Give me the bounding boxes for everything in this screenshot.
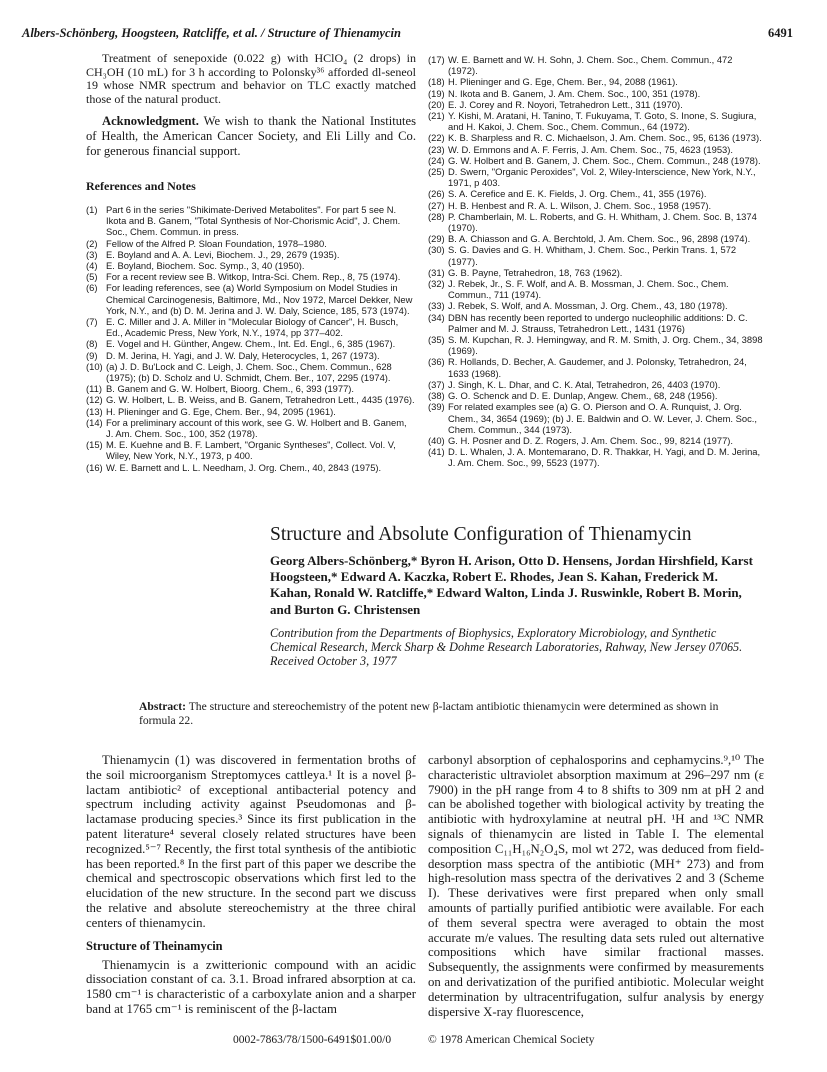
reference-number: (2)	[86, 237, 98, 249]
reference-number: (19)	[428, 87, 445, 99]
reference-text: S. A. Cerefice and E. K. Fields, J. Org. Chem., 41, 355 (1976).	[448, 188, 707, 200]
article-title: Structure and Absolute Configuration of Thienamycin	[270, 524, 692, 545]
reference-item	[428, 76, 764, 87]
reference-text: For a recent review see B. Witkop, Intra-Sci. Chem. Rep., 8, 75 (1974).	[106, 271, 401, 283]
reference-number: (29)	[428, 233, 445, 245]
reference-item	[86, 439, 416, 461]
reference-item	[86, 260, 416, 271]
reference-number: (22)	[428, 132, 445, 144]
reference-number: (5)	[86, 271, 98, 283]
reference-number: (33)	[428, 300, 445, 312]
reference-number: (31)	[428, 266, 445, 278]
reference-item	[428, 155, 764, 166]
reference-item	[428, 99, 764, 110]
reference-item	[86, 271, 416, 282]
reference-item	[86, 316, 416, 338]
body-paragraph-1: Thienamycin (1) was discovered in fermentation broths of the soil microorganism Streptomyces cattleya.¹ It is a novel β-lactam antibiotic² of exceptional antibacterial potency and spectrum including activity against Pseudomonas and β-lactamase producing species.³ Since its first publication in the patent literature⁴ several closely related structures have been recognized.⁵⁻⁷ Recently, the first total synthesis of the antibiotic has been reported.⁸ In the first part of this paper we describe the chemical and spectroscopic observations which first led to the elucidation of the new structure. In the second part we discuss the relative and absolute stereochemistry at the three chiral centers of thienamycin.	[86, 753, 416, 930]
references-list-right	[428, 54, 764, 469]
prev-article-right-column	[428, 54, 764, 469]
reference-item	[428, 300, 764, 311]
reference-text: B. A. Chiasson and G. A. Berchtold, J. Am. Chem. Soc., 96, 2898 (1974).	[448, 233, 751, 245]
reference-number: (37)	[428, 378, 445, 390]
reference-number: (17)	[428, 54, 445, 65]
reference-item	[428, 88, 764, 99]
reference-item	[428, 211, 764, 233]
reference-item	[428, 144, 764, 155]
reference-text: D. Swern, "Organic Peroxides", Vol. 2, Wiley-Interscience, New York, N.Y., 1971, p 403.	[448, 166, 756, 189]
reference-item	[86, 338, 416, 349]
reference-item	[86, 361, 416, 383]
reference-text: For related examples see (a) G. O. Pierson and O. A. Runquist, J. Org. Chem., 34, 3654 (1969); (b) J. E. Baldwin and O. W. Lever, J. Chem. Soc., Chem. Commun., 344 (1973).	[448, 401, 757, 435]
reference-text: S. G. Davies and G. H. Whitham, J. Chem. Soc., Perkin Trans. 1, 572 (1977).	[448, 244, 737, 267]
reference-number: (40)	[428, 434, 445, 446]
reference-number: (36)	[428, 356, 445, 368]
reference-text: E. Boyland and A. A. Levi, Biochem. J., 29, 2679 (1935).	[106, 248, 340, 260]
reference-text: G. H. Posner and D. Z. Rogers, J. Am. Chem. Soc., 99, 8214 (1977).	[448, 434, 734, 446]
reference-number: (6)	[86, 282, 98, 294]
reference-item	[428, 356, 764, 378]
reference-text: Part 6 in the series "Shikimate-Derived Metabolites". For part 5 see N. Ikota and B. Ganem, "Total Synthesis of Nor-Chorismic Acid", J. Chem. Soc., Chem. Commun. in press.	[106, 204, 401, 238]
reference-item	[86, 350, 416, 361]
reference-number: (14)	[86, 416, 103, 428]
article-affiliation: Contribution from the Departments of Biophysics, Exploratory Microbiology, and Synthetic Chemical Research, Merck Sharp & Dohme Research Laboratories, Rahway, New Jersey 07065. Received October 3, 1977	[270, 626, 743, 668]
reference-text: P. Chamberlain, M. L. Roberts, and G. H. Whitham, J. Chem. Soc. B, 1374 (1970).	[448, 210, 757, 234]
reference-text: B. Ganem and G. W. Holbert, Bioorg. Chem., 6, 393 (1977).	[106, 383, 355, 395]
abstract-label: Abstract:	[139, 700, 187, 713]
reference-number: (41)	[428, 446, 445, 458]
reference-item	[428, 379, 764, 390]
reference-number: (28)	[428, 210, 445, 222]
reference-item	[428, 267, 764, 278]
reference-text: R. Hollands, D. Becher, A. Gaudemer, and J. Polonsky, Tetrahedron, 24, 1633 (1968).	[448, 356, 747, 379]
reference-item	[428, 110, 764, 132]
ack-label: Acknowledgment.	[102, 114, 199, 128]
body-right-column	[428, 753, 764, 1019]
reference-item	[428, 188, 764, 199]
prev-article-paragraph: Treatment of senepoxide (0.022 g) with HClO₄ (2 drops) in CH₃OH (10 mL) for 3 h according to Polonsky³⁶ afforded dl-seneol 19 whose NMR spectrum and behavior on TLC exactly matched those of the natural product.	[86, 51, 416, 106]
reference-item	[86, 383, 416, 394]
reference-text: J. Singh, K. L. Dhar, and C. K. Atal, Tetrahedron, 26, 4403 (1970).	[448, 378, 721, 390]
reference-item	[428, 132, 764, 143]
reference-text: K. B. Sharpless and R. C. Michaelson, J. Am. Chem. Soc., 95, 6136 (1973).	[448, 132, 762, 144]
reference-item	[86, 282, 416, 316]
reference-item	[86, 406, 416, 417]
reference-text: Fellow of the Alfred P. Sloan Foundation, 1978–1980.	[106, 237, 327, 249]
reference-text: D. L. Whalen, J. A. Montemarano, D. R. Thakkar, H. Yagi, and D. M. Jerina, J. Am. Chem. Soc., 99, 5523 (1977).	[448, 446, 761, 469]
reference-number: (32)	[428, 278, 445, 290]
reference-item	[86, 417, 416, 439]
reference-text: E. Boyland, Biochem. Soc. Symp., 3, 40 (1950).	[106, 260, 305, 272]
reference-number: (27)	[428, 199, 445, 211]
reference-number: (1)	[86, 204, 98, 215]
reference-item	[428, 54, 764, 76]
reference-text: For leading references, see (a) World Symposium on Model Studies in Chemical Carcinogenesis, Baltimore, Md., Nov 1972, Marcel Dekker, New York, N.Y., and (b) D. M. Jerina and J. W. Daly, Science, 185, 573 (1974).	[106, 282, 413, 316]
reference-number: (15)	[86, 439, 103, 451]
body-paragraph-3: carbonyl absorption of cephalosporins and cephamycins.⁹,¹⁰ The characteristic ultraviolet absorption maximum at 296–297 nm (ε 7900) in the pH range from 4 to 8 shifts to 309 nm at pH 2 and can be abolished together with biological activity by treating the antibiotic with hydroxylamine at neutral pH. ¹H and ¹³C NMR signals of thienamycin are listed in Table I. The elemental composition C₁₁H₁₆N₂O₄S, mol wt 272, was deduced from field-desorption mass spectra of the antibiotic (MH⁺ 273) and from high-resolution mass spectra of the derivatives 2 and 3 (Scheme I). These derivatives were first prepared when only small amounts of partially purified antibiotic were available. For each of them several spectra were averaged to obtain the most accurate m/e values. The resulting data sets ruled out alternative compositions which have similar fractional masses. Subsequently, the assignments were confirmed by measurements on and derivatization of the purified antibiotic. Molecular weight determination by ultracentrifugation, sulfur analysis by energy dispersive X-ray fluorescence,	[428, 753, 764, 1019]
reference-text: J. Rebek, Jr., S. F. Wolf, and A. B. Mossman, J. Chem. Soc., Chem. Commun., 711 (1974).	[448, 278, 729, 301]
reference-item	[86, 204, 416, 238]
references-list-left	[86, 204, 416, 473]
reference-text: G. O. Schenck and D. E. Dunlap, Angew. Chem., 68, 248 (1956).	[448, 390, 718, 402]
reference-text: W. E. Barnett and L. L. Needham, J. Org. Chem., 40, 2843 (1975).	[106, 461, 382, 473]
reference-number: (4)	[86, 260, 98, 272]
prev-article-left-column	[86, 52, 416, 473]
reference-item	[86, 394, 416, 405]
reference-text: G. B. Payne, Tetrahedron, 18, 763 (1962).	[448, 266, 623, 278]
reference-text: S. M. Kupchan, R. J. Hemingway, and R. M. Smith, J. Org. Chem., 34, 3898 (1969).	[448, 334, 763, 357]
reference-number: (9)	[86, 349, 98, 361]
running-head: Albers-Schönberg, Hoogsteen, Ratcliffe, et al. / Structure of Thienamycin	[22, 26, 401, 40]
reference-number: (12)	[86, 394, 103, 406]
reference-text: DBN has recently been reported to undergo nucleophilic additions: D. C. Palmer and M. J. Strauss, Tetrahedron Lett., 1431 (1976)	[448, 311, 748, 334]
reference-text: J. Rebek, S. Wolf, and A. Mossman, J. Org. Chem., 43, 180 (1978).	[448, 300, 728, 312]
references-heading: References and Notes	[86, 179, 196, 193]
acknowledgment	[86, 114, 416, 159]
reference-number: (7)	[86, 316, 98, 328]
reference-number: (25)	[428, 166, 445, 178]
reference-number: (26)	[428, 188, 445, 200]
section-heading: Structure of Theinamycin	[86, 938, 223, 953]
reference-text: W. D. Emmons and A. F. Ferris, J. Am. Chem. Soc., 75, 4623 (1953).	[448, 143, 733, 155]
reference-text: H. Plieninger and G. Ege, Chem. Ber., 94, 2095 (1961).	[106, 405, 336, 417]
reference-text: D. M. Jerina, H. Yagi, and J. W. Daly, Heterocycles, 1, 267 (1973).	[106, 349, 380, 361]
reference-text: E. Vogel and H. Günther, Angew. Chem., Int. Ed. Engl., 6, 385 (1967).	[106, 338, 396, 350]
reference-item	[86, 249, 416, 260]
reference-number: (21)	[428, 110, 445, 122]
reference-number: (3)	[86, 248, 98, 260]
reference-text: N. Ikota and B. Ganem, J. Am. Chem. Soc., 100, 351 (1978).	[448, 87, 701, 99]
reference-number: (8)	[86, 338, 98, 350]
reference-item	[428, 446, 764, 468]
reference-item	[428, 401, 764, 435]
reference-text: W. E. Barnett and W. H. Sohn, J. Chem. Soc., Chem. Commun., 472 (1972).	[448, 54, 733, 77]
reference-item	[86, 238, 416, 249]
reference-item	[428, 233, 764, 244]
reference-text: M. E. Kuehne and B. F. Lambert, "Organic Syntheses", Collect. Vol. V, Wiley, New York, N.Y., 1973, p 400.	[106, 439, 396, 462]
reference-text: E. C. Miller and J. A. Miller in "Molecular Biology of Cancer", H. Busch, Ed., Academic Press, New York, N.Y., 1974, pp 377–402.	[106, 316, 399, 339]
reference-item	[428, 244, 764, 266]
reference-item	[428, 312, 764, 334]
reference-number: (24)	[428, 154, 445, 166]
abstract	[139, 700, 719, 727]
body-left-column	[86, 753, 416, 1017]
footer-copyright: © 1978 American Chemical Society	[428, 1034, 595, 1046]
article-authors: Georg Albers-Schönberg,* Byron H. Arison, Otto D. Hensens, Jordan Hirshfield, Karst Hoogsteen,* Edward A. Kaczka, Robert E. Rhodes, Jean S. Kahan, Frederick M. Kahan, Ronald W. Ratcliffe,* Edward Walton, Linda J. Ruswinkle, Robert B. Morin, and Burton G. Christensen	[270, 553, 753, 617]
reference-text: H. Plieninger and G. Ege, Chem. Ber., 94, 2088 (1961).	[448, 76, 678, 88]
reference-item	[428, 166, 764, 188]
reference-number: (30)	[428, 244, 445, 256]
reference-number: (38)	[428, 390, 445, 402]
reference-number: (39)	[428, 401, 445, 413]
reference-number: (16)	[86, 461, 103, 473]
reference-text: Y. Kishi, M. Aratani, H. Tanino, T. Fukuyama, T. Goto, S. Inone, S. Sugiura, and H. Kakoi, J. Chem. Soc., Chem. Commun., 64 (1972).	[448, 110, 757, 133]
reference-item	[428, 334, 764, 356]
abstract-text: The structure and stereochemistry of the potent new β-lactam antibiotic thienamycin were determined as shown in formula 22.	[139, 700, 719, 727]
page-number: 6491	[768, 26, 793, 40]
reference-text: E. J. Corey and R. Noyori, Tetrahedron Lett., 311 (1970).	[448, 98, 683, 110]
ack-text: We wish to thank the National Institutes of Health, the American Cancer Society, and Eli Lilly and Co. for generous financial support.	[86, 114, 416, 158]
reference-number: (18)	[428, 76, 445, 88]
reference-text: For a preliminary account of this work, see G. W. Holbert and B. Ganem, J. Am. Chem. Soc., 100, 352 (1978).	[106, 416, 407, 440]
reference-text: H. B. Henbest and R. A. L. Wilson, J. Chem. Soc., 1958 (1957).	[448, 199, 712, 211]
body-paragraph-2: Thienamycin is a zwitterionic compound with an acidic dissociation constant of ca. 3.1. Broad infrared absorption at ca. 1580 cm⁻¹ is characteristic of a carboxylate anion and a sharper band at 1765 cm⁻¹ is reminiscent of the β-lactam	[86, 957, 416, 1016]
reference-item	[428, 278, 764, 300]
reference-number: (10)	[86, 360, 103, 372]
reference-text: G. W. Holbert and B. Ganem, J. Chem. Soc., Chem. Commun., 248 (1978).	[448, 154, 761, 166]
footer-code: 0002-7863/78/1500-6491$01.00/0	[233, 1034, 392, 1046]
reference-item	[428, 390, 764, 401]
reference-number: (34)	[428, 311, 445, 323]
reference-number: (23)	[428, 143, 445, 155]
reference-number: (20)	[428, 98, 445, 110]
reference-text: G. W. Holbert, L. B. Weiss, and B. Ganem, Tetrahedron Lett., 4435 (1976).	[106, 394, 415, 406]
reference-item	[428, 435, 764, 446]
reference-item	[428, 200, 764, 211]
reference-number: (35)	[428, 334, 445, 346]
reference-number: (11)	[86, 383, 102, 395]
reference-text: (a) J. D. Bu'Lock and C. Leigh, J. Chem. Soc., Chem. Commun., 628 (1975); (b) D. Scholz and U. Schmidt, Chem. Ber., 107, 2295 (1974).	[106, 360, 392, 384]
reference-item	[86, 462, 416, 473]
reference-number: (13)	[86, 405, 103, 417]
